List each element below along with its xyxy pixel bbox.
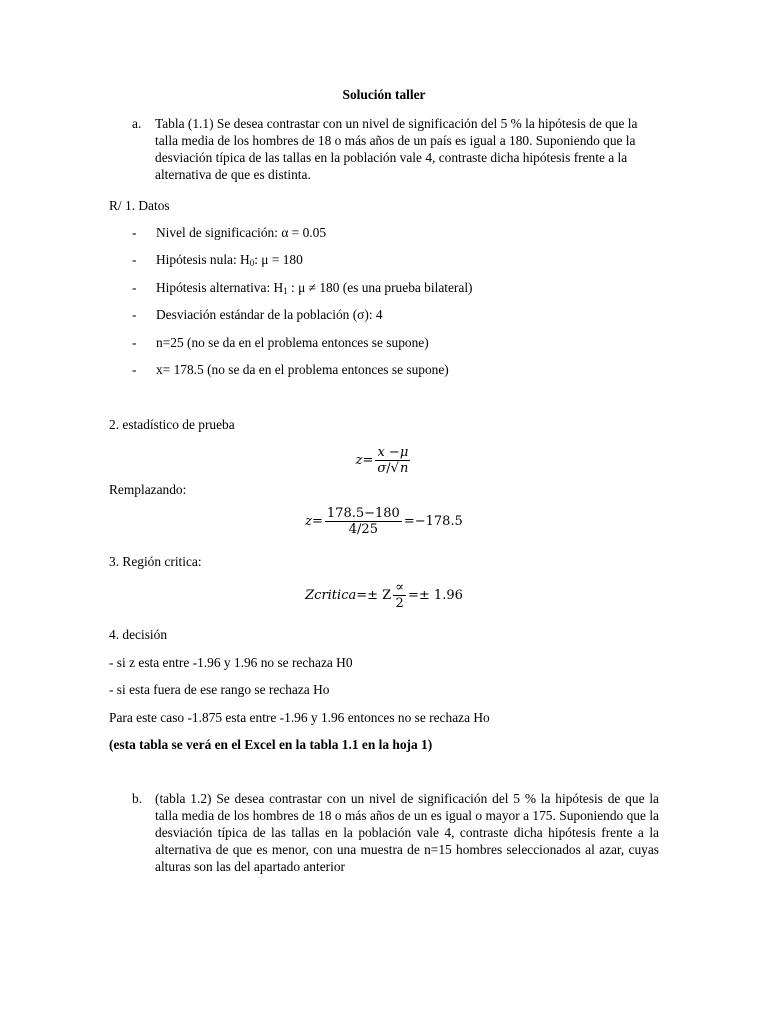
section-datos-title: R/ 1. Datos <box>109 198 170 213</box>
section-critical-region-title: 3. Región critica: <box>109 554 202 569</box>
excel-note: (esta tabla se verá en el Excel en la tabla 1.1 en la hoja 1) <box>109 737 433 752</box>
decision-line: - si esta fuera de ese rango se rechaza Ho <box>109 682 330 697</box>
bullet-sample-size: n=25 (no se da en el problema entonces se supone) <box>156 335 429 350</box>
section-statistic-title: 2. estadístico de prueba <box>109 417 235 432</box>
part-b-text: (tabla 1.2) Se desea contrastar con un nivel de significación del 5 % la hipótesis de que la talla media de los hombres de 18 o más años de un es igual o mayor a 175. Suponiendo que la desviación típica de las tallas en la población vale 4, contraste dicha hipótesis frente a la alternativa de que es menor, con una muestra de n=15 hombres seleccionados al azar, cuyas alturas son las del apartado anterior <box>155 791 659 874</box>
section-decision-title: 4. decisión <box>109 627 168 642</box>
list-marker-a: a. <box>132 116 142 131</box>
bullet-sample-mean: x= 178.5 (no se da en el problema entonces se supone) <box>156 362 449 377</box>
document-title: Solución taller <box>342 87 426 102</box>
decision-line: Para este caso -1.875 esta entre -1.96 y 1.96 entonces no se rechaza Ho <box>109 710 490 725</box>
bullet-marker: - <box>132 252 137 267</box>
bullet-null-hypothesis: Hipótesis nula: $H_0$: μ = 180 <box>156 252 303 268</box>
bullet-marker: - <box>132 307 137 322</box>
formula-z-substituted: z= $\frac{178.5-180}{4/25}$ =−178.5 <box>305 506 463 537</box>
formula-z-statistic: z= $\frac{x -\mu}{\sigma/√n}$ <box>355 445 409 476</box>
list-marker-b: b. <box>132 791 143 806</box>
bullet-marker: - <box>132 225 137 240</box>
bullet-alt-hypothesis: Hipótesis alternativa: $H_1$ : μ ≠ 180 (es una prueba bilateral) <box>156 280 473 296</box>
bullet-marker: - <box>132 362 137 377</box>
bullet-marker: - <box>132 280 137 295</box>
decision-line: - si z esta entre -1.96 y 1.96 no se rechaza H0 <box>109 655 353 670</box>
part-a-text: Tabla (1.1) Se desea contrastar con un nivel de significación del 5 % la hipótesis de que la talla media de los hombres de 18 o más años de un país es igual a 180. Suponiendo que la desviación típica de las tallas en la población vale 4, contraste dicha hipótesis frente a la alternativa de que es distinta. <box>155 116 638 182</box>
remplazando-label: Remplazando: <box>109 482 187 497</box>
bullet-marker: - <box>132 335 137 350</box>
bullet-std-dev: Desviación estándar de la población (σ): 4 <box>156 307 383 322</box>
bullet-significance: Nivel de significación: α = 0.05 <box>156 225 327 240</box>
formula-z-critical: Zcritica=± Z $\frac{\propto}{2}$ =± 1.96 <box>305 580 463 611</box>
